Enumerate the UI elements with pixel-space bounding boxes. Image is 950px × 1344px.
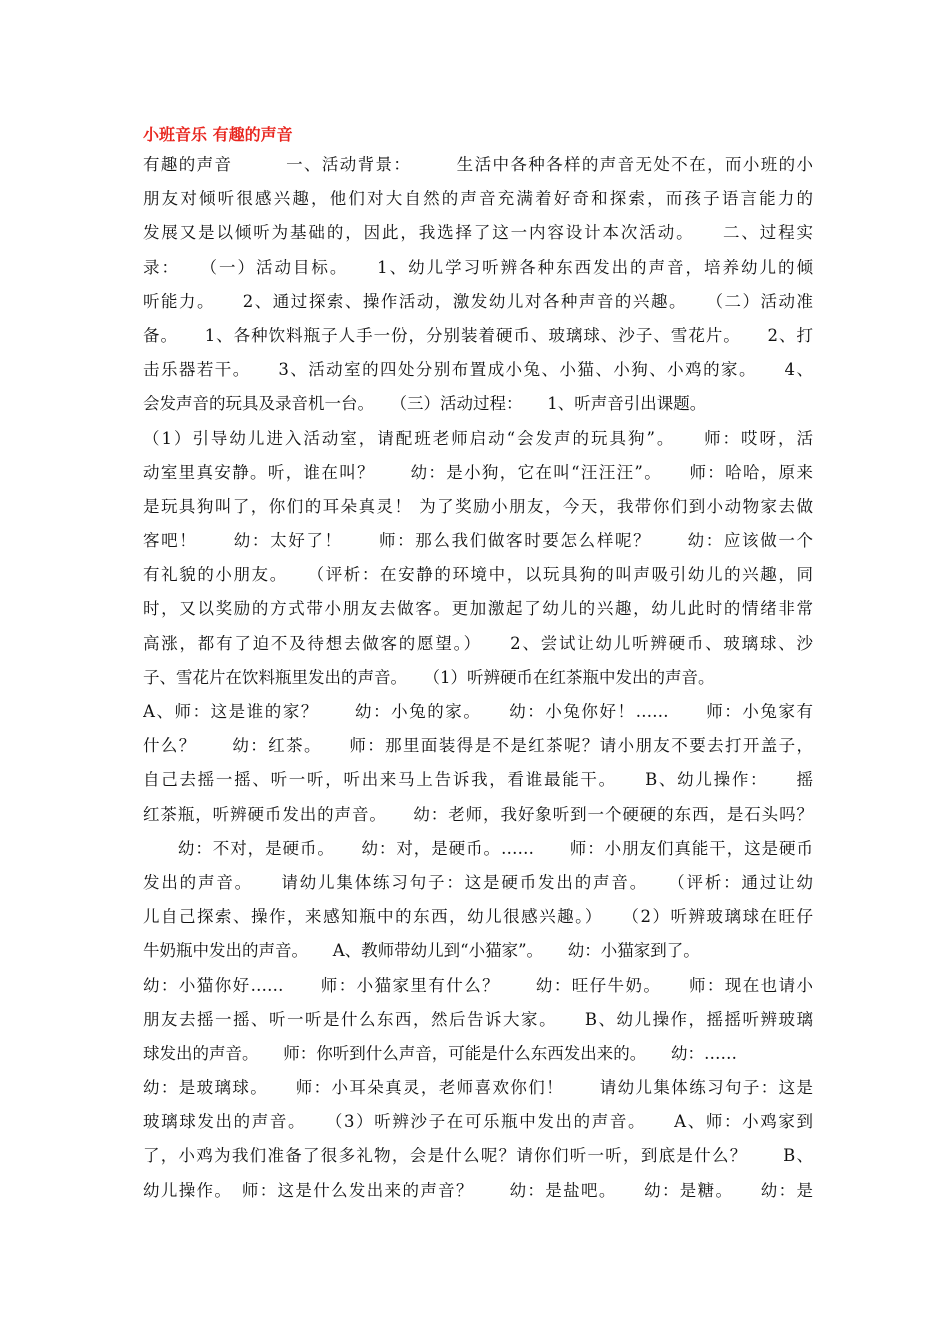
body-line: 幼：不对，是硬币。 幼：对，是硬币。…… 师：小朋友们真能干，这是硬币: [143, 838, 813, 858]
body-line: 客吧！ 幼：太好了！ 师：那么我们做客时要怎么样呢？ 幼：应该做一个: [143, 531, 813, 551]
body-line: （1）引导幼儿进入活动室，请配班老师启动“会发声的玩具狗”。 师：哎呀，活: [143, 428, 813, 448]
body-line: 朋友去摇一摇、听一听是什么东西，然后告诉大家。 B、幼儿操作，摇摇听辨玻璃: [143, 1009, 813, 1029]
body-line: 发展又是以倾听为基础的，因此，我选择了这一内容设计本次活动。 二、过程实: [143, 223, 813, 243]
body-line: A、师：这是谁的家？ 幼：小兔的家。 幼：小兔你好！…… 师：小兔家有: [143, 702, 813, 721]
body-line: 有礼貌的小朋友。 （评析：在安静的环境中，以玩具狗的叫声吸引幼儿的兴趣，同: [143, 565, 813, 585]
body-line: 红茶瓶，听辨硬币发出的声音。 幼：老师，我好象听到一个硬硬的东西，是石头吗？: [143, 804, 813, 824]
body-line: 自己去摇一摇、听一听，听出来马上告诉我，看谁最能干。 B、幼儿操作： 摇: [143, 770, 813, 790]
body-line: 幼儿操作。 师：这是什么发出来的声音？ 幼：是盐吧。 幼：是糖。 幼：是: [143, 1180, 813, 1200]
body-line: 幼：小猫你好…… 师：小猫家里有什么？ 幼：旺仔牛奶。 师：现在也请小: [143, 975, 813, 995]
body-line: 牛奶瓶中发出的声音。 A、教师带幼儿到“小猫家”。 幼：小猫家到了。: [143, 941, 700, 961]
body-line: 什么？ 幼：红茶。 师：那里面装得是不是红茶呢？请小朋友不要去打开盖子，: [143, 736, 813, 756]
body-line: 是玩具狗叫了，你们的耳朵真灵！ 为了奖励小朋友，今天，我带你们到小动物家去做: [143, 496, 813, 516]
document-body: [143, 148, 813, 1208]
body-line: 玻璃球发出的声音。 （3）听辨沙子在可乐瓶中发出的声音。 A、师：小鸡家到: [143, 1112, 813, 1132]
body-line: 动室里真安静。听，谁在叫？ 幼：是小狗，它在叫“汪汪汪”。 师：哈哈，原来: [143, 462, 813, 482]
body-line: 球发出的声音。 师：你听到什么声音，可能是什么东西发出来的。 幼：……: [143, 1043, 737, 1063]
body-line: 了，小鸡为我们准备了很多礼物，会是什么呢？请你们听一听，到底是什么？ B、: [143, 1146, 813, 1166]
body-line: 会发声音的玩具及录音机一台。 （三）活动过程： 1、听声音引出课题。: [143, 394, 707, 414]
document-page: [143, 122, 813, 1208]
body-line: 幼：是玻璃球。 师：小耳朵真灵，老师喜欢你们！ 请幼儿集体练习句子：这是: [143, 1078, 813, 1098]
body-line: 朋友对倾听很感兴趣，他们对大自然的声音充满着好奇和探索，而孩子语言能力的: [143, 189, 813, 209]
body-line: 儿自己探索、操作，来感知瓶中的东西，幼儿很感兴趣。） （2）听辨玻璃球在旺仔: [143, 907, 813, 927]
body-line: 听能力。 2、通过探索、操作活动，激发幼儿对各种声音的兴趣。 （二）活动准: [143, 291, 813, 311]
body-line: 有趣的声音 一、活动背景： 生活中各种各样的声音无处不在，而小班的小: [143, 155, 813, 174]
body-line: 高涨，都有了迫不及待想去做客的愿望。） 2、尝试让幼儿听辨硬币、玻璃球、沙: [143, 633, 813, 653]
body-line: 子、雪花片在饮料瓶里发出的声音。 （1）听辨硬币在红茶瓶中发出的声音。: [143, 667, 715, 687]
body-line: 击乐器若干。 3、活动室的四处分别布置成小兔、小猫、小狗、小鸡的家。 4、: [143, 360, 813, 380]
body-line: 录： （一）活动目标。 1、幼儿学习听辨各种东西发出的声音，培养幼儿的倾: [143, 257, 813, 277]
document-title: 小班音乐 有趣的声音: [143, 125, 293, 144]
body-line: 时，又以奖励的方式带小朋友去做客。更加激起了幼儿的兴趣，幼儿此时的情绪非常: [143, 599, 813, 619]
body-line: 发出的声音。 请幼儿集体练习句子：这是硬币发出的声音。 （评析：通过让幼: [143, 872, 813, 892]
body-line: 备。 1、各种饮料瓶子人手一份，分别装着硬币、玻璃球、沙子、雪花片。 2、打: [143, 325, 813, 345]
